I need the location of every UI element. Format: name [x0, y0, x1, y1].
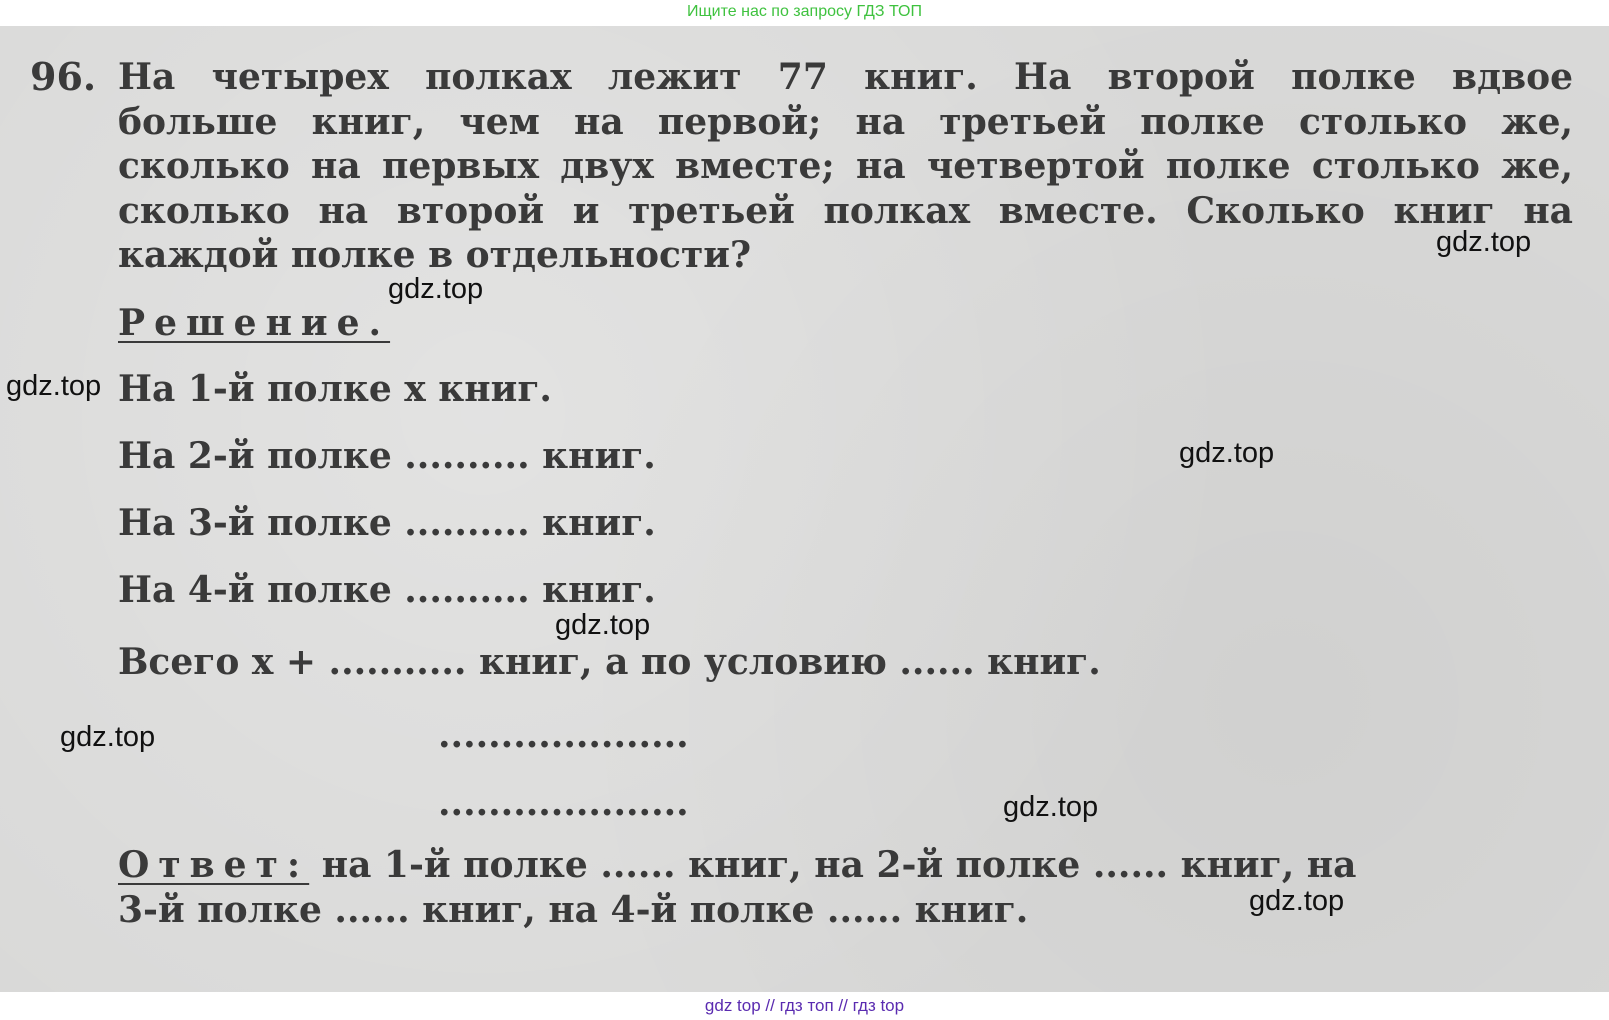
watermark: gdz.top [6, 370, 102, 402]
problem-number: 96. [30, 54, 97, 99]
watermark: gdz.top [555, 609, 651, 641]
answer-line-2: 3-й полке ...... книг, на 4-й полке ...... книг. [118, 889, 1029, 931]
bottom-banner: gdz top // гдз топ // гдз top [704, 996, 905, 1015]
solution-line-3: На 3-й полке .......... книг. [118, 502, 656, 544]
solution-blank-line-2: .................... [438, 782, 689, 824]
answer-text-1: на 1-й полке ...... книг, на 2-й полке ...... книг, на [309, 844, 1357, 886]
top-banner: Ищите нас по запросу ГДЗ ТОП [687, 3, 922, 20]
answer-label: Ответ: [118, 844, 310, 886]
solution-blank-line-1: .................... [438, 714, 689, 756]
problem-line-3: сколько на первых двух вместе; на четвертой полке столько же, [118, 145, 1573, 187]
answer-line-1 [118, 844, 1356, 886]
textbook-page [0, 26, 1609, 992]
watermark: gdz.top [1436, 226, 1532, 258]
watermark: gdz.top [1249, 885, 1345, 917]
solution-heading: Решение. [118, 302, 391, 344]
watermark: gdz.top [1179, 437, 1275, 469]
problem-line-1: На четырех полках лежит 77 книг. На второй полке вдвое [118, 56, 1573, 98]
problem-line-4: сколько на второй и третьей полках вместе. Сколько книг на [118, 190, 1573, 232]
watermark: gdz.top [1003, 791, 1099, 823]
watermark: gdz.top [60, 721, 156, 753]
solution-line-1: На 1-й полке x книг. [118, 368, 552, 410]
watermark: gdz.top [388, 273, 484, 305]
solution-line-4: На 4-й полке .......... книг. [118, 569, 656, 611]
solution-line-2: На 2-й полке .......... книг. [118, 435, 656, 477]
problem-line-2: больше книг, чем на первой; на третьей полке столько же, [118, 101, 1573, 143]
problem-line-5: каждой полке в отдельности? [118, 234, 752, 276]
solution-line-total: Всего x + ........... книг, а по условию ...... книг. [118, 641, 1101, 683]
